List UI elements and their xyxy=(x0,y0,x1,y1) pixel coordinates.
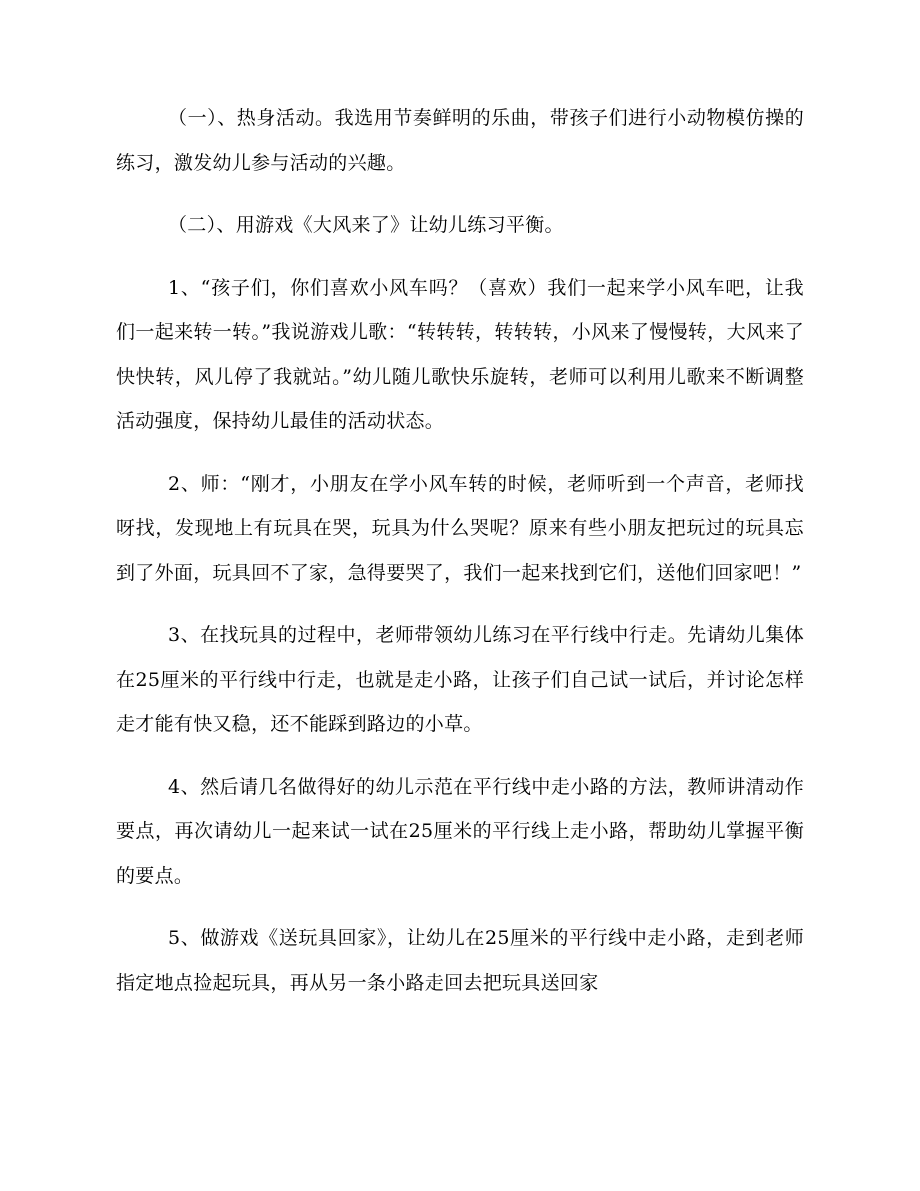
paragraph-step-2: 2、师：“刚才，小朋友在学小风车转的时候，老师听到一个声音，老师找呀找，发现地上有玩具在哭，玩具为什么哭呢？原来有些小朋友把玩过的玩具忘到了外面，玩具回不了家，急得要哭了，我们一起来找到它们，送他们回家吧！” xyxy=(116,472,804,584)
paragraph-step-3: 3、在找玩具的过程中，老师带领幼儿练习在平行线中行走。先请幼儿集体在25厘米的平行线中行走，也就是走小路，让孩子们自己试一试后，并讨论怎样走才能有快又稳，还不能踩到路边的小草。 xyxy=(116,624,804,735)
document-body xyxy=(116,96,804,1023)
paragraph-step-4: 4、然后请几名做得好的幼儿示范在平行线中走小路的方法，教师讲清动作要点，再次请幼儿一起来试一试在25厘米的平行线上走小路，帮助幼儿掌握平衡的要点。 xyxy=(116,775,804,887)
paragraph-balance-game: （二）、用游戏《大风来了》让幼儿练习平衡。 xyxy=(168,214,564,236)
paragraph-step-5: 5、做游戏《送玩具回家》，让幼儿在25厘米的平行线中走小路，走到老师指定地点捡起玩具，再从另一条小路走回去把玩具送回家 xyxy=(116,927,804,994)
paragraph-warmup: （一）、热身活动。我选用节奏鲜明的乐曲，带孩子们进行小动物模仿操的练习，激发幼儿参与活动的兴趣。 xyxy=(116,107,804,174)
paragraph-step-1: 1、“孩子们，你们喜欢小风车吗？（喜欢）我们一起来学小风车吧，让我们一起来转一转。”我说游戏儿歌：“转转转，转转转，小风来了慢慢转，大风来了快快转，风儿停了我就站。”幼儿随儿歌快乐旋转，老师可以利用儿歌来不断调整活动强度，保持幼儿最佳的活动状态。 xyxy=(116,276,804,432)
